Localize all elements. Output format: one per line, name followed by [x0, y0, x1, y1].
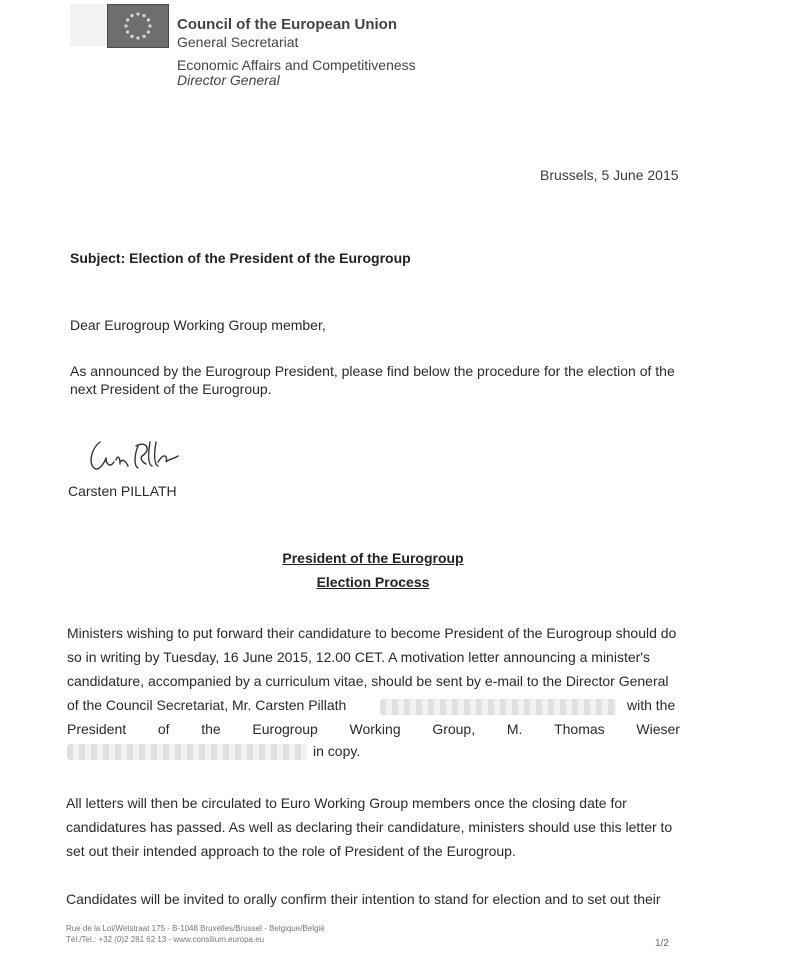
para1-line-2: so in writing by Tuesday, 16 June 2015, 12.00 CET. A motivation letter announcing a minister's: [67, 649, 650, 665]
word: of: [157, 721, 170, 737]
footer-contact: Tél./Tel.: +32 (0)2 281 62 13 - www.consilium.europa.eu: [66, 935, 265, 944]
handwritten-signature: [86, 432, 196, 478]
section-title-1: President of the Eurogroup: [282, 550, 464, 566]
para3-line-1: Candidates will be invited to orally confirm their intention to stand for election and to set out their: [66, 891, 661, 907]
redacted-email-2: [67, 744, 307, 760]
role-name: Director General: [177, 72, 280, 88]
word: Eurogroup: [252, 721, 318, 737]
para2-line-2: candidatures has passed. As well as declaring their candidature, ministers should use this letter to: [66, 819, 673, 835]
word: Wieser: [636, 721, 680, 737]
letter-date: Brussels, 5 June 2015: [540, 167, 679, 183]
para2-line-3: set out their intended approach to the role of President of the Eurogroup.: [66, 843, 516, 859]
para1-line-6: in copy.: [313, 743, 361, 759]
signatory-name: Carsten PILLATH: [68, 483, 177, 499]
word: Working: [349, 721, 401, 737]
intro-line-1: As announced by the Eurogroup President, please find below the procedure for the election of the: [70, 363, 675, 379]
word: Group,: [432, 721, 476, 737]
word: Thomas: [554, 721, 605, 737]
section-title-2: Election Process: [316, 574, 430, 590]
secretariat-name: General Secretariat: [177, 34, 299, 50]
para1-line-4a: of the Council Secretariat, Mr. Carsten Pillath: [67, 697, 347, 713]
para1-line-5: [67, 718, 680, 741]
eu-flag-icon: [107, 4, 169, 48]
subject-line: Subject: Election of the President of the Eurogroup: [70, 250, 411, 266]
word: the: [201, 721, 221, 737]
page-number: 1/2: [655, 938, 669, 949]
word: M.: [506, 721, 523, 737]
footer-address: Rue de la Loi/Wetstraat 175 - B-1048 Bruxelles/Brussel - Belgique/België: [66, 924, 325, 933]
scan-shadow: [70, 4, 108, 46]
intro-line-2: next President of the Eurogroup.: [70, 381, 272, 397]
para1-line-4b: with the: [627, 697, 676, 713]
eu-stars: [108, 5, 168, 47]
org-name: Council of the European Union: [177, 16, 397, 33]
para2-line-1: All letters will then be circulated to Euro Working Group members once the closing date for: [66, 795, 627, 811]
word: President: [67, 721, 127, 737]
para1-line-1: Ministers wishing to put forward their candidature to become President of the Eurogroup should do: [67, 625, 677, 641]
department-name: Economic Affairs and Competitiveness: [177, 57, 416, 73]
redacted-email-1: [380, 699, 616, 715]
para1-line-3: candidature, accompanied by a curriculum vitae, should be sent by e-mail to the Director General: [67, 673, 669, 689]
salutation: Dear Eurogroup Working Group member,: [70, 317, 326, 333]
